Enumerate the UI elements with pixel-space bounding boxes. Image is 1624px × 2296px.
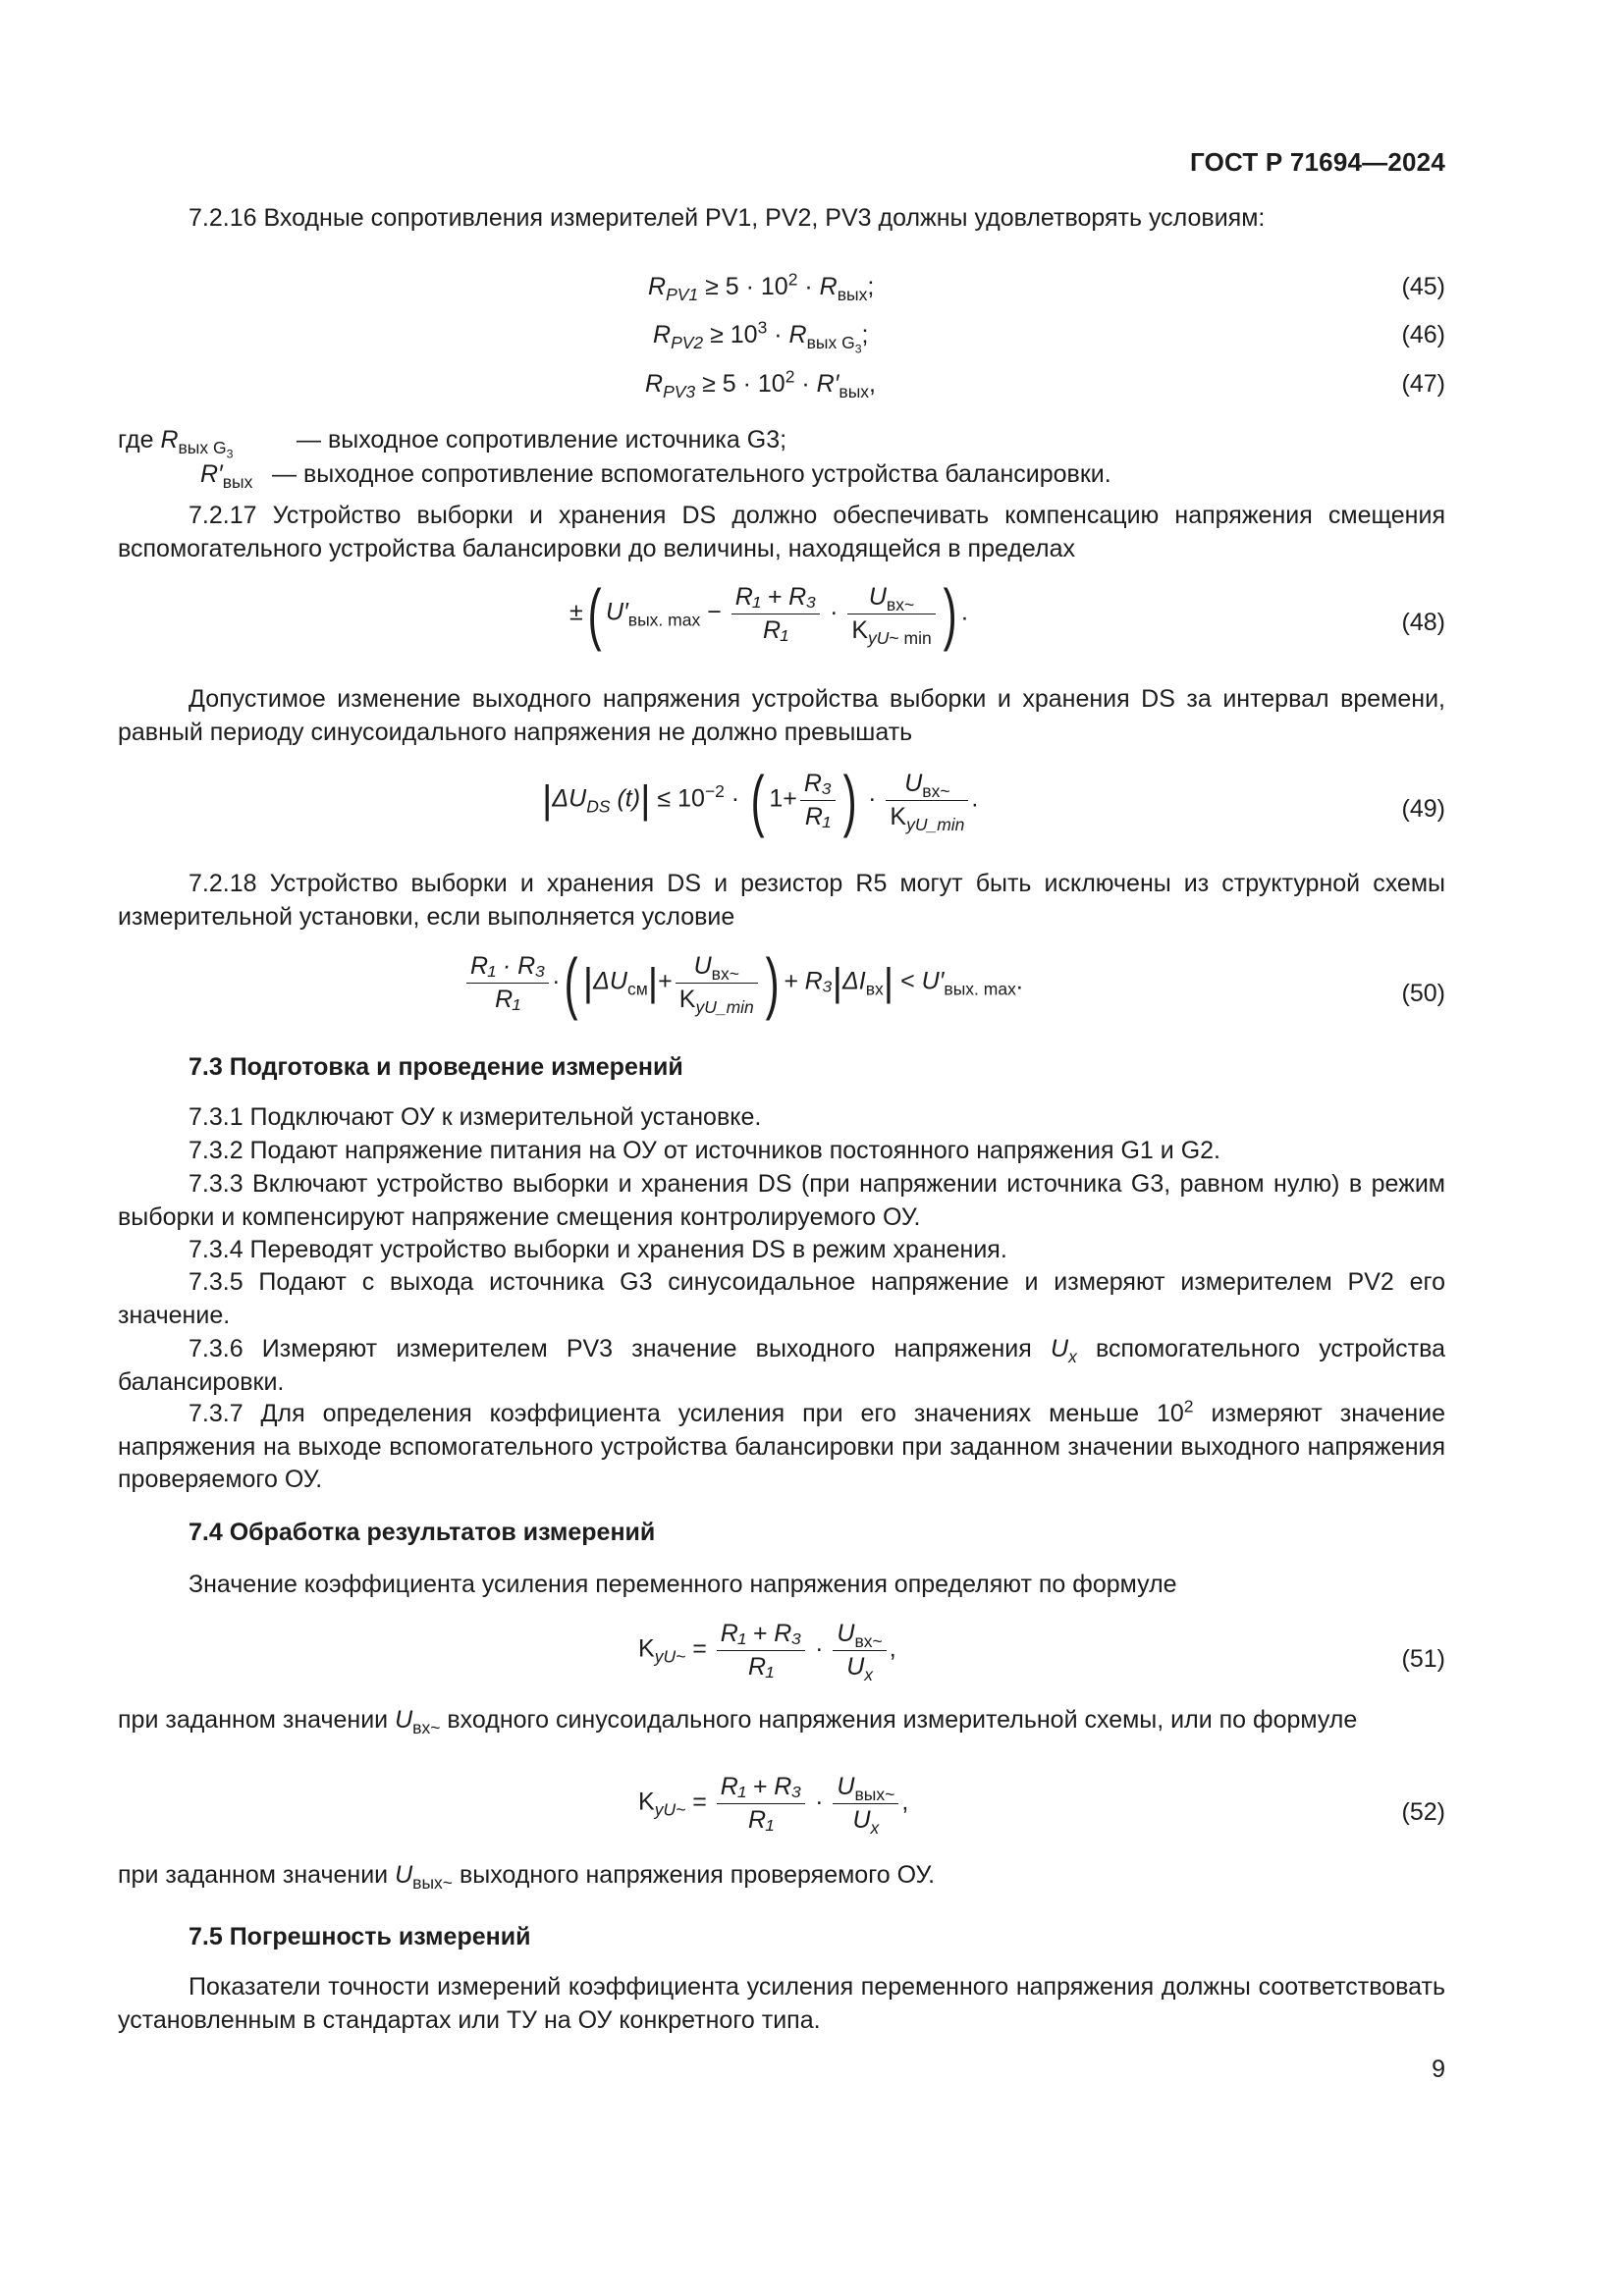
equation-51: $K_{yU\sim}$ = $\frac{\text{R₁ + R₃}}{\text{R₁}}$ · $U_{вх\sim}$ $U_x$ , (51) (638, 1620, 1445, 1684)
step-7-3-1: 7.3.1 Подключают ОУ к измерительной установке. (189, 1103, 762, 1131)
step-7-3-4: 7.3.4 Переводят устройство выборки и хранения DS в режим хранения. (189, 1236, 1007, 1263)
paragraph-7-2-18: 7.2.18 Устройство выборки и хранения DS и резистор R5 могут быть исключены из структурной схемы измерительной установки, если выполняется условие (118, 870, 1445, 931)
paragraph-7-2-17: 7.2.17 Устройство выборки и хранения DS должно обеспечивать компенсацию напряжения смещения вспомогательного устройства балансировки до величины, находящейся в пределах (118, 502, 1445, 562)
page-number: 9 (1432, 2056, 1445, 2083)
equation-number: (50) (1401, 980, 1445, 1007)
equation-number: (51) (1401, 1645, 1445, 1673)
paragraph-given-input: при заданном значении $U_{вх\sim}$ входного синусоидального напряжения измерительной схемы, или по формуле (118, 1706, 1358, 1738)
equation-number: (48) (1401, 609, 1445, 636)
heading-7-5: 7.5 Погрешность измерений (189, 1923, 531, 1950)
equation-number: (49) (1401, 795, 1445, 823)
equation-number: (46) (1401, 321, 1445, 348)
where-label-1: где $R_{вых G_3}$ (118, 426, 234, 461)
heading-7-3: 7.3 Подготовка и проведение измерений (189, 1053, 683, 1081)
where-label-2: $R'_{вых}$ (200, 460, 253, 493)
standard-code-header: ГОСТ Р 71694—2024 (1190, 147, 1445, 177)
step-7-3-5: 7.3.5 Подают с выхода источника G3 синусоидальное напряжение и измеряют измерителем PV2 его значение. (118, 1268, 1445, 1329)
equation-49: $|\Delta U_{DS}$ $(t)| \le 10^{-2}$ · ( 1+ $\frac{\text{R₃}}{\text{R₁}}$ ) · $U_{вх\sim}$ $K_{yU\_min}$ . (49) (542, 762, 1445, 838)
paragraph-given-output: при заданном значении $U_{вых\sim}$ выходного напряжения проверяемого ОУ. (118, 1861, 936, 1894)
equation-50: $\frac{\text{R₁ · R₃}}{\text{R₁}}$ ·( $|\Delta U_{см}|+$ $U_{вх\sim}$ $K_{yU\_min}$ ) + $R_3|\Delta I_{вх}| < U'_{вых. max}$. (50) (118, 948, 1445, 1041)
equation-48: ±( $U'_{вых. max}$ − $\frac{\text{R₁ + R₃}}{\text{R₁}}$ · $U_{вх\sim}$ $K_{yU\sim min}$ ) . (48) (569, 575, 1445, 652)
equation-number: (47) (1401, 370, 1445, 398)
equation-number: (52) (1401, 1798, 1445, 1826)
step-7-3-6: 7.3.6 Измеряют измерителем PV3 значение выходного напряжения $U_x$ вспомогательного устройства балансировки. (118, 1335, 1445, 1396)
step-7-3-3: 7.3.3 Включают устройство выборки и хранения DS (при напряжении источника G3, равном нулю) в режим выборки и компенсируют напряжение смещения контролируемого ОУ. (118, 1170, 1445, 1231)
step-7-3-7: 7.3.7 Для определения коэффициента усиления при его значениях меньше $10^2$ измеряют значение напряжения на выходе вспомогательного устройства балансировки при заданном значении выходного напряжения проверяемого ОУ. (118, 1396, 1445, 1493)
document-page: ГОСТ Р 71694—2024 7.2.16 Входные сопротивления измерителей PV1, PV2, PV3 должны удовлетворять условиям: $R_{PV1} \ge 5 \cdot 10^2 \cdot R_{вых}$; (45) $R_{PV2} \ge 10^3 \cdot R_{вых G_3}$; (46) $R_{PV3} \ge 5 \cdot 10^2 \cdot R'_{вых}$, (47) где $R_{вых G_3}$ — выходное сопротивление источника G3; $R'_{вых}$ — выходное сопротивление вспомогательного устройства балансировки. 7.2.17 Устройство выборки и хранения DS должно обеспечивать компенсацию напряжения смещения вспомогательного устройства балансировки до величины, находящейся в пределах ±( $U'_{вых. max}$ − $\frac{\text{R₁ + R₃}}{\text{R₁}}$ · $U_{вх\sim}$ $K_{yU\sim min}$ ) . (48) Допустимое изменение выходного напряжения устройства выборки и хранения DS за интервал времени, равный периоду синусоидального напряжения не должно превышать $|\Delta U_{DS}$ $(t)| \le 10^{-2}$ · ( 1+ $\frac{\text{R₃}}{\text{R₁}}$ ) · $U_{вх\sim}$ $K_{yU\_min}$ . (49) 7.2.18 Устройство выборки и хранения DS и резистор R5 могут быть исключены из структурной схемы измерительной установки, если выполняется условие $\frac{\text{R₁ · R₃}}{\text{R₁}}$ ·( $|\Delta U_{см}|+$ $U_{вх\sim}$ $K_{yU\_min}$ ) + $R_3|\Delta I_{вх}| < U'_{вых. max}$. (50) 7.3 Подготовка и проведение измерений 7.3.1 Подключают ОУ к измерительной установке. 7.3.2 Подают напряжение питания на ОУ от источников постоянного напряжения G1 и G2. 7.3.3 Включают устройство выборки и хранения DS (при напряжении источника G3, равном нулю) в режим выборки и компенсируют напряжение смещения контролируемого ОУ. 7.3.4 Переводят устройство выборки и хранения DS в режим хранения. 7.3.5 Подают с выхода источника G3 синусоидальное напряжение и измеряют измерителем PV2 его значение. 7.3.6 Измеряют измерителем PV3 значение выходного напряжения $U_x$ вспомогательного устройства балансировки. 7.3.7 Для определения коэффициента усиления при его значениях меньше $10^2$ измеряют значение напряжения на выходе вспомогательного устройства балансировки при заданном значении выходного напряжения проверяемого ОУ. 7.4 Обработка результатов измерений Значение коэффициента усиления переменного напряжения определяют по формуле $K_{yU\sim}$ = $\frac{\text{R₁ + R₃}}{\text{R₁}}$ · $U_{вх\sim}$ $U_x$ , (51) при заданном значении $U_{вх\sim}$ входного синусоидального напряжения измерительной схемы, или по формуле $K_{yU\sim}$ = $\frac{\text{R₁ + R₃}}{\text{R₁}}$ · $U_{вых\sim}$ $U_x$ , (52) при заданном значении $U_{вых\sim}$ выходного напряжения проверяемого ОУ. 7.5 Погрешность измерений Показатели точности измерений коэффициента усиления переменного напряжения должны соответствовать установленным в стандартах или ТУ на ОУ конкретного типа. 9 (118, 0, 1445, 2296)
paragraph-7-4: Значение коэффициента усиления переменного напряжения определяют по формуле (189, 1571, 1177, 1598)
equation-number: (45) (1401, 273, 1445, 300)
paragraph-allowed-change: Допустимое изменение выходного напряжения устройства выборки и хранения DS за интервал времени, равный периоду синусоидального напряжения не должно превышать (118, 685, 1445, 746)
equation-52: $K_{yU\sim}$ = $\frac{\text{R₁ + R₃}}{\text{R₁}}$ · $U_{вых\sim}$ $U_x$ , (52) (638, 1773, 1445, 1838)
paragraph-7-5: Показатели точности измерений коэффициента усиления переменного напряжения должны соответствовать установленным в стандартах или ТУ на ОУ конкретного типа. (118, 1973, 1445, 2034)
heading-7-4: 7.4 Обработка результатов измерений (189, 1519, 656, 1546)
step-7-3-2: 7.3.2 Подают напряжение питания на ОУ от источников постоянного напряжения G1 и G2. (189, 1137, 1220, 1164)
paragraph-7-2-16: 7.2.16 Входные сопротивления измерителей PV1, PV2, PV3 должны удовлетворять условиям: (189, 204, 1266, 232)
